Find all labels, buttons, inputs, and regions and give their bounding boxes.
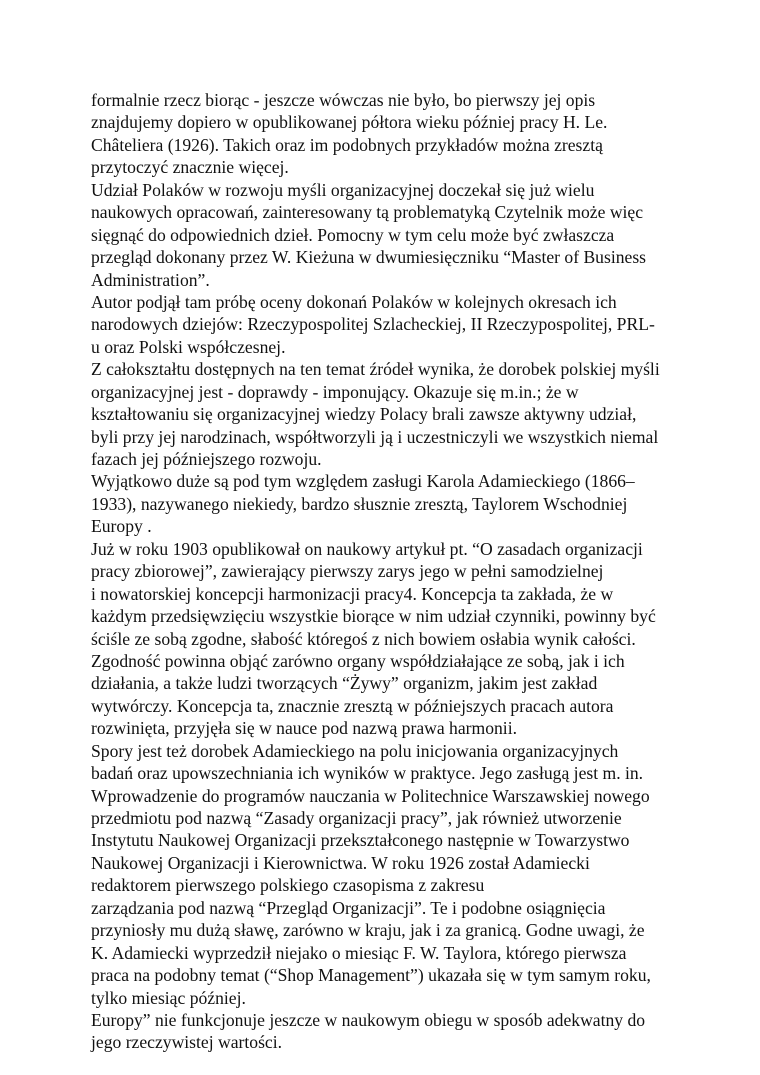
text-line: praca na podobny temat (“Shop Management”) ukazała się w tym samym roku, [91, 965, 651, 986]
text-line: jego rzeczywistej wartości. [91, 1032, 283, 1053]
document-body-text [91, 89, 691, 1054]
text-line: Autor podjął tam próbę oceny dokonań Polaków w kolejnych okresach ich [91, 291, 617, 312]
text-line: każdym przedsięwzięciu wszystkie biorące w nim udział czynniki, powinny być [91, 606, 656, 627]
text-line: redaktorem pierwszego polskiego czasopisma z zakresu [91, 875, 485, 896]
text-line: Już w roku 1903 opublikował on naukowy artykuł pt. “O zasadach organizacji [91, 538, 643, 559]
text-line: Europy . [91, 516, 152, 537]
text-line: byli przy jej narodzinach, współtworzyli ją i uczestniczyli we wszystkich niemal [91, 426, 659, 447]
text-line: przedmiotu pod nazwą “Zasady organizacji pracy”, jak również utworzenie [91, 808, 622, 828]
text-line: badań oraz upowszechniania ich wyników w praktyce. Jego zasługą jest m. in. [91, 763, 644, 784]
text-line: rozwinięta, przyjęła się w nauce pod nazwą prawa harmonii. [91, 718, 517, 739]
text-line: działania, a także ludzi tworzących “Żywy” organizm, jakim jest zakład [91, 673, 598, 694]
text-line: Z całokształtu dostępnych na ten temat źródeł wynika, że dorobek polskiej myśli [91, 359, 660, 380]
text-line: Udział Polaków w rozwoju myśli organizacyjnej doczekał się już wielu [91, 179, 595, 200]
text-line: tylko miesiąc później. [91, 987, 246, 1008]
text-line: sięgnąć do odpowiednich dzieł. Pomocny w tym celu może być zwłaszcza [91, 224, 615, 245]
text-line: i nowatorskiej koncepcji harmonizacji pracy4. Koncepcja ta zakłada, że w [91, 583, 614, 604]
text-line: K. Adamiecki wyprzedził niejako o miesiąc F. W. Taylora, którego pierwsza [91, 942, 627, 963]
text-line: przyniosły mu dużą sławę, zarówno w kraju, jak i za granicą. Godne uwagi, że [91, 920, 645, 941]
text-line: Naukowej Organizacji i Kierownictwa. W roku 1926 został Adamiecki [91, 852, 590, 873]
text-line: pracy zbiorowej”, zawierający pierwszy zarys jego w pełni samodzielnej [91, 561, 604, 582]
text-line: naukowych opracowań, zainteresowany tą problematyką Czytelnik może więc [91, 202, 644, 223]
text-line: narodowych dziejów: Rzeczypospolitej Szlacheckiej, II Rzeczypospolitej, PRL- [91, 314, 655, 335]
text-line: ściśle ze sobą zgodne, słabość któregoś z nich bowiem osłabia wynik całości. [91, 628, 636, 649]
text-line: Wyjątkowo duże są pod tym względem zasługi Karola Adamieckiego (1866– [91, 471, 635, 492]
text-line: kształtowaniu się organizacyjnej wiedzy Polacy brali zawsze aktywny udział, [91, 404, 637, 425]
text-line: Wprowadzenie do programów nauczania w Politechnice Warszawskiej nowego [91, 785, 650, 806]
text-line: formalnie rzecz biorąc - jeszcze wówczas nie było, bo pierwszy jej opis [91, 90, 596, 110]
text-line: przytoczyć znacznie więcej. [91, 157, 289, 178]
text-line: 1933), nazywanego niekiedy, bardzo słusznie zresztą, Taylorem Wschodniej [91, 493, 628, 514]
text-line: u oraz Polski współczesnej. [91, 336, 286, 357]
text-line: Administration”. [91, 269, 210, 290]
text-line: Instytutu Naukowej Organizacji przekształconego następnie w Towarzystwo [91, 830, 630, 851]
text-line: Zgodność powinna objąć zarówno organy współdziałające ze sobą, jak i ich [91, 650, 625, 671]
text-line: przegląd dokonany przez W. Kieżuna w dwumiesięczniku “Master of Business [91, 247, 647, 268]
text-line: Spory jest też dorobek Adamieckiego na polu inicjowania organizacyjnych [91, 740, 619, 761]
text-line: organizacyjnej jest - doprawdy - imponujący. Okazuje się m.in.; że w [91, 381, 579, 402]
text-line: wytwórczy. Koncepcja ta, znacznie zresztą w późniejszych pracach autora [91, 695, 614, 716]
text-line: znajdujemy dopiero w opublikowanej półtora wieku później pracy H. Le. [91, 112, 608, 133]
text-line: zarządzania pod nazwą “Przegląd Organizacji”. Te i podobne osiągnięcia [91, 897, 606, 918]
text-line: Europy” nie funkcjonuje jeszcze w naukowym obiegu w sposób adekwatny do [91, 1009, 646, 1030]
text-line: Châteliera (1926). Takich oraz im podobnych przykładów można zresztą [91, 134, 603, 155]
text-line: fazach jej późniejszego rozwoju. [91, 449, 322, 469]
